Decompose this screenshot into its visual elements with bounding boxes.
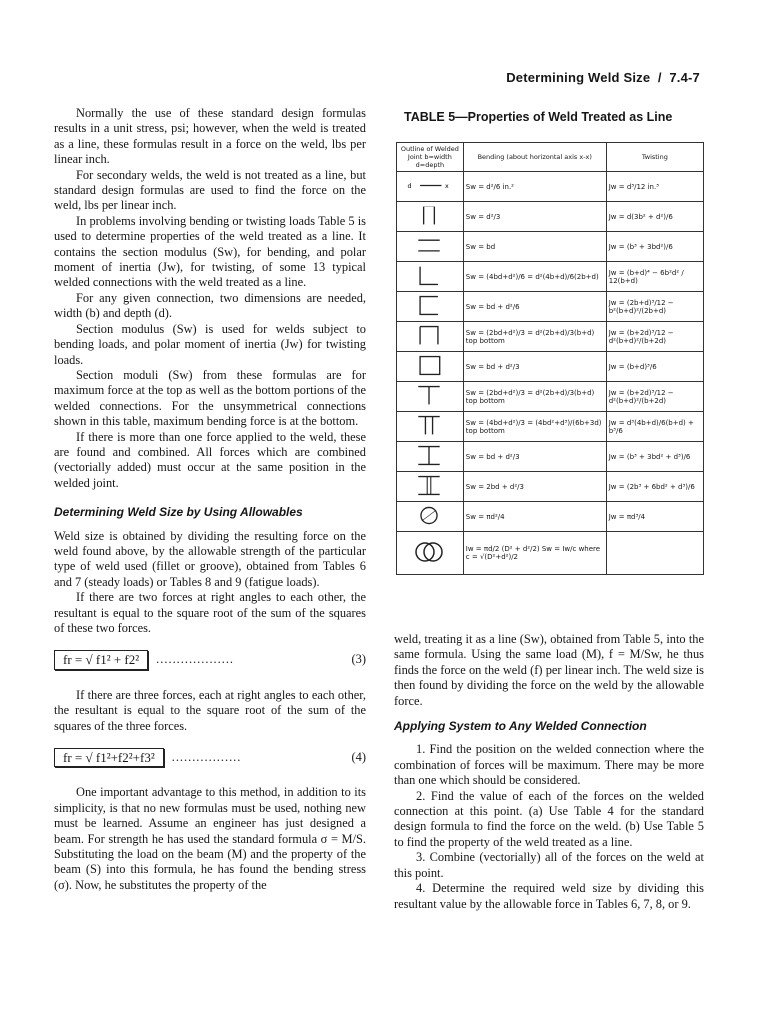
paragraph: If there is more than one force applied to the weld, these are found and combined. All forces which are combined (vectorially added) must occur at the same position in the welded joint. bbox=[54, 429, 366, 490]
joint-sketch bbox=[397, 442, 464, 472]
equation-box: fr = √ f1² + f2² bbox=[54, 650, 148, 669]
bending-formula: Sw = (4bd+d²)/3 = (4bd²+d³)/(6b+3d) top bottom bbox=[463, 412, 606, 442]
header-title: Determining Weld Size bbox=[506, 70, 651, 85]
step-2: 2. Find the value of each of the forces on the welded connection at this point. (a) Use Table 4 for the standard design formula to find the force on the weld. (b) Use Table 5 to find the property of the weld treated as a line. bbox=[394, 788, 704, 849]
table-row bbox=[397, 292, 704, 322]
weld-outline-icon bbox=[399, 173, 459, 198]
twisting-formula: Jw = (b³ + 3bd² + d³)/6 bbox=[606, 442, 703, 472]
twisting-formula: Jw = d³/12 in.³ bbox=[606, 172, 703, 202]
weld-outline-icon bbox=[399, 533, 459, 571]
bending-formula: Sw = bd + d²/6 bbox=[463, 292, 606, 322]
equation-4 bbox=[54, 748, 366, 767]
joint-sketch bbox=[397, 232, 464, 262]
step-1: 1. Find the position on the welded connection where the combination of forces will be maximum. There may be more than one which should be considered. bbox=[394, 742, 704, 788]
joint-sketch bbox=[397, 532, 464, 575]
weld-outline-icon bbox=[399, 473, 459, 498]
bending-formula: Sw = (2bd+d²)/3 = d²(2b+d)/3(b+d) top bottom bbox=[463, 382, 606, 412]
weld-outline-icon bbox=[399, 263, 459, 288]
bending-formula: Sw = bd + d²/3 bbox=[463, 442, 606, 472]
header-outline: Outline of Welded Joint b=width d=depth bbox=[397, 143, 464, 172]
paragraph: For any given connection, two dimensions are needed, width (b) and depth (d). bbox=[54, 290, 366, 321]
table-row bbox=[397, 412, 704, 442]
paragraph: Weld size is obtained by dividing the resulting force on the weld found above, by the allowable strength of the particular type of weld used (fillet or groove), obtained from Tables 6 and 7 (steady loads) or Tables 8 and 9 (fatigue loads). bbox=[54, 528, 366, 589]
bending-formula: Sw = (2bd+d²)/3 = d²(2b+d)/3(b+d) top bottom bbox=[463, 322, 606, 352]
twisting-formula: Jw = d(3b² + d²)/6 bbox=[606, 202, 703, 232]
twisting-formula: Jw = (b+2d)³/12 − d²(b+d)²/(b+2d) bbox=[606, 322, 703, 352]
table-row bbox=[397, 202, 704, 232]
joint-sketch bbox=[397, 172, 464, 202]
joint-sketch bbox=[397, 382, 464, 412]
weld-outline-icon bbox=[399, 233, 459, 258]
bending-formula: Sw = bd + d²/3 bbox=[463, 352, 606, 382]
weld-outline-icon bbox=[399, 413, 459, 438]
step-3: 3. Combine (vectorially) all of the forces on the weld at this point. bbox=[394, 850, 704, 880]
paragraph: One important advantage to this method, in addition to its simplicity, is that no new formulas must be used, nothing new must be learned. Assume an engineer has just designed a beam. For strength he has used the standard formula σ = M/S. Substituting the load on the beam (M) and the property of the beam (S) into this formula, he has found the bending stress (σ). Now, he substitutes the property of the bbox=[54, 785, 366, 892]
joint-sketch bbox=[397, 202, 464, 232]
section-heading: Applying System to Any Welded Connection bbox=[394, 719, 647, 734]
twisting-formula: Jw = πd³/4 bbox=[606, 502, 703, 532]
joint-sketch bbox=[397, 412, 464, 442]
twisting-formula: Jw = (b+d)³/6 bbox=[606, 352, 703, 382]
joint-sketch bbox=[397, 292, 464, 322]
table-row bbox=[397, 172, 704, 202]
page-number: 7.4-7 bbox=[669, 70, 700, 85]
bending-formula: Sw = bd bbox=[463, 232, 606, 262]
step-4: 4. Determine the required weld size by dividing this resultant value by the allowable force in Tables 6, 7, 8, or 9. bbox=[394, 881, 704, 911]
equation-number: (3) bbox=[351, 652, 366, 667]
header-bending: Bending (about horizontal axis x-x) bbox=[463, 143, 606, 172]
bending-formula: Iw = πd/2 (D² + d²/2) Sw = Iw/c where c = √(D²+d²)/2 bbox=[463, 532, 606, 575]
svg-text:x: x bbox=[445, 183, 449, 191]
table-row bbox=[397, 262, 704, 292]
equation-3 bbox=[54, 650, 366, 669]
twisting-formula: Jw = (2b+d)³/12 − b²(b+d)²/(2b+d) bbox=[606, 292, 703, 322]
paragraph: In problems involving bending or twisting loads Table 5 is used to determine properties of the weld treated as a line. It contains the section modulus (Sw), for bending, and polar moment of inertia (Jw), for twisting, of some 13 typical welded connections with the weld treated as a line. bbox=[54, 213, 366, 290]
equation-number: (4) bbox=[351, 750, 366, 765]
paragraph: If there are two forces at right angles to each other, the resultant is equal to the square root of the sum of the squares of these two forces. bbox=[54, 590, 366, 635]
paragraph: weld, treating it as a line (Sw), obtained from Table 5, into the same formula. Using the same load (M), f = M/Sw, he thus finds the force on the weld (f) per linear inch. The weld size is then found by dividing the force on the weld by the allowable force. bbox=[394, 632, 704, 708]
bending-formula: Sw = d²/3 bbox=[463, 202, 606, 232]
weld-outline-icon bbox=[399, 383, 459, 408]
twisting-formula: Jw = (b+2d)³/12 − d²(b+d)²/(b+2d) bbox=[606, 382, 703, 412]
joint-sketch bbox=[397, 352, 464, 382]
weld-outline-icon bbox=[399, 353, 459, 378]
svg-text:d: d bbox=[407, 183, 412, 191]
joint-sketch bbox=[397, 322, 464, 352]
table-row bbox=[397, 322, 704, 352]
table-row bbox=[397, 352, 704, 382]
bending-formula: Sw = 2bd + d²/3 bbox=[463, 472, 606, 502]
properties-table bbox=[396, 142, 704, 575]
twisting-formula: Jw = (b³ + 3bd²)/6 bbox=[606, 232, 703, 262]
equation-box: fr = √ f1²+f2²+f3² bbox=[54, 748, 164, 767]
paragraph: For secondary welds, the weld is not treated as a line, but standard design formulas are used to find the force on the weld, lbs per linear inch. bbox=[54, 167, 366, 213]
table-title: TABLE 5—Properties of Weld Treated as Line bbox=[404, 110, 673, 124]
twisting-formula: Jw = d³(4b+d)/6(b+d) + b³/6 bbox=[606, 412, 703, 442]
table-row bbox=[397, 232, 704, 262]
table-row bbox=[397, 502, 704, 532]
header-separator: / bbox=[657, 70, 662, 85]
weld-outline-icon bbox=[399, 323, 459, 348]
bending-formula: Sw = d²/6 in.² bbox=[463, 172, 606, 202]
section-heading: Determining Weld Size by Using Allowables bbox=[54, 505, 303, 520]
table-row bbox=[397, 442, 704, 472]
right-column bbox=[394, 632, 704, 912]
weld-outline-icon bbox=[399, 203, 459, 228]
twisting-formula bbox=[606, 532, 703, 575]
weld-outline-icon bbox=[399, 503, 459, 528]
paragraph: Normally the use of these standard design formulas results in a unit stress, psi; however, when the weld is treated as a line, these formulas result in a force on the weld, lbs per linear inch. bbox=[54, 106, 366, 167]
table-row bbox=[397, 532, 704, 575]
running-header bbox=[506, 70, 700, 85]
twisting-formula: Jw = (2b³ + 6bd² + d³)/6 bbox=[606, 472, 703, 502]
leader-dots: ................... bbox=[156, 652, 235, 667]
weld-outline-icon bbox=[399, 443, 459, 468]
left-column bbox=[54, 106, 366, 893]
joint-sketch bbox=[397, 262, 464, 292]
table-row bbox=[397, 382, 704, 412]
bending-formula: Sw = πd²/4 bbox=[463, 502, 606, 532]
paragraph: Section moduli (Sw) from these formulas are for maximum force at the top as well as the bottom portions of the welded connections. For the unsymmetrical connections shown in this table, maximum bending force is at the bottom. bbox=[54, 367, 366, 429]
header-twisting: Twisting bbox=[606, 143, 703, 172]
paragraph: Section modulus (Sw) is used for welds subject to bending loads, and polar moment of inertia (Jw) for twisting loads. bbox=[54, 321, 366, 367]
twisting-formula: Jw = (b+d)⁴ − 6b²d² / 12(b+d) bbox=[606, 262, 703, 292]
joint-sketch bbox=[397, 472, 464, 502]
weld-outline-icon bbox=[399, 293, 459, 318]
joint-sketch bbox=[397, 502, 464, 532]
leader-dots: ................. bbox=[171, 750, 242, 765]
bending-formula: Sw = (4bd+d²)/6 = d²(4b+d)/6(2b+d) bbox=[463, 262, 606, 292]
table-row bbox=[397, 472, 704, 502]
paragraph: If there are three forces, each at right angles to each other, the resultant is equal to the square root of the sum of the squares of the three forces. bbox=[54, 687, 366, 733]
